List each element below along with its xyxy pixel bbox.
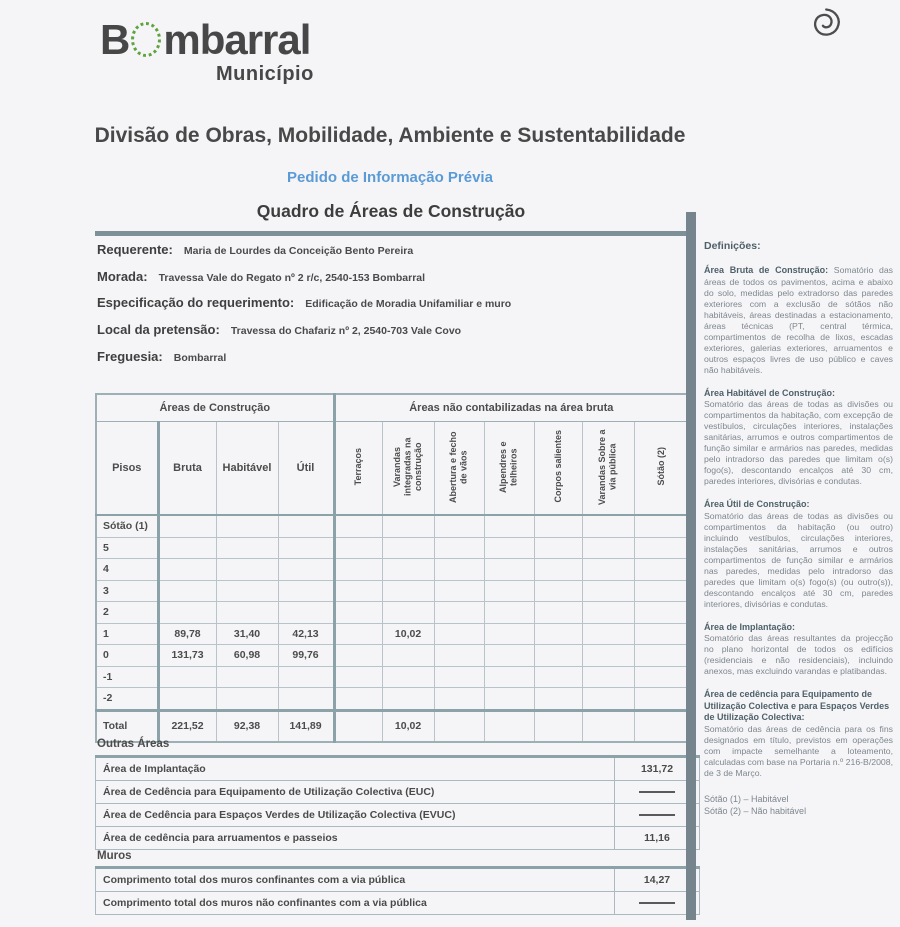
area-value-cell xyxy=(158,688,216,711)
column-header-útil: Útil xyxy=(278,422,334,516)
logo-leaf-o-icon xyxy=(131,22,161,57)
definition-note: Sótão (1) – Habitável xyxy=(704,793,789,804)
area-value-cell xyxy=(334,537,382,559)
area-value-cell xyxy=(484,645,534,667)
form-field-label: Local da pretensão: xyxy=(97,322,220,337)
area-value-cell xyxy=(434,515,484,537)
definition-term: Área Útil de Construção: xyxy=(704,499,810,509)
vertical-column-label: Corpos salientes xyxy=(552,430,563,503)
definition-block xyxy=(704,265,893,376)
outras-areas-label: Área de Cedência para Equipamento de Utilização Colectiva (EUC) xyxy=(96,781,615,804)
outras-areas-table-body xyxy=(96,757,700,850)
area-value-cell xyxy=(278,559,334,581)
areas-table-row xyxy=(96,666,688,688)
outras-areas-label: Área de cedência para arruamentos e passeios xyxy=(96,827,615,850)
section-title: Quadro de Áreas de Construção xyxy=(256,201,526,221)
area-value-cell xyxy=(434,666,484,688)
areas-table-body xyxy=(96,394,688,742)
form-field-value: Edificação de Moradia Unifamiliar e muro xyxy=(305,298,512,310)
area-value-cell: 60,98 xyxy=(216,645,278,667)
area-value-cell xyxy=(334,559,382,581)
area-value-cell xyxy=(278,580,334,602)
piso-label: Total xyxy=(96,710,158,742)
area-value-cell xyxy=(334,666,382,688)
outras-areas-table xyxy=(95,755,700,850)
piso-label: 4 xyxy=(96,559,158,581)
form-field-row xyxy=(97,242,689,269)
definition-term: Área de cedência para Equipamento de Utilização Colectiva e para Espaços Verdes de Utilização Colectiva: xyxy=(704,689,890,722)
definition-text: Somatório das áreas resultantes da projecção no plano horizontal de todos os edifícios (residenciais e não residenciais), incluindo anexos, mas excluindo varandas e platibandas. xyxy=(704,633,893,676)
definition-block xyxy=(704,622,893,678)
empty-value-dash xyxy=(639,814,675,816)
area-value-cell xyxy=(534,645,582,667)
area-value-cell xyxy=(582,666,634,688)
handwritten-spiral-mark-icon xyxy=(802,4,846,48)
area-value-cell xyxy=(216,580,278,602)
area-value-cell xyxy=(582,688,634,711)
area-value-cell xyxy=(278,602,334,624)
area-value-cell xyxy=(634,710,688,742)
area-value-cell xyxy=(634,515,688,537)
area-value-cell: 31,40 xyxy=(216,623,278,645)
piso-label: 3 xyxy=(96,580,158,602)
definition-note: Sótão (2) – Não habitável xyxy=(704,805,807,816)
area-value-cell xyxy=(382,666,434,688)
areas-table-row xyxy=(96,515,688,537)
definition-term: Área Habitável de Construção: xyxy=(704,387,836,398)
areas-table-total-row xyxy=(96,710,688,742)
area-value-cell xyxy=(216,688,278,711)
logo-text-suffix: mbarral xyxy=(163,16,311,63)
piso-label: -2 xyxy=(96,688,158,711)
area-value-cell xyxy=(334,645,382,667)
logo-subtitle: Município xyxy=(216,63,314,85)
area-value-cell xyxy=(484,580,534,602)
area-value-cell xyxy=(484,623,534,645)
form-field-row xyxy=(97,269,689,296)
muros-title: Muros xyxy=(97,850,132,862)
form-field-value: Travessa Vale do Regato nº 2 r/c, 2540-153 Bombarral xyxy=(158,271,426,284)
area-value-cell xyxy=(534,559,582,581)
area-value-cell: 221,52 xyxy=(158,710,216,742)
empty-value-dash xyxy=(639,902,675,904)
definitions-title: Definições: xyxy=(704,240,761,252)
column-header-habitável: Habitável xyxy=(216,422,278,516)
area-value-cell: 10,02 xyxy=(382,623,434,645)
area-value-cell xyxy=(634,559,688,581)
area-value-cell xyxy=(534,623,582,645)
area-value-cell xyxy=(382,515,434,537)
area-value-cell xyxy=(216,537,278,559)
form-fields xyxy=(97,242,689,375)
area-value-cell xyxy=(278,537,334,559)
form-field-value: Bombarral xyxy=(173,351,227,364)
muros-row xyxy=(96,868,700,892)
area-value-cell xyxy=(484,688,534,711)
area-value-cell xyxy=(434,537,484,559)
form-field-value: Maria de Lourdes da Conceição Bento Pereira xyxy=(183,245,414,257)
area-value-cell: 131,73 xyxy=(158,645,216,667)
area-value-cell xyxy=(582,515,634,537)
definition-text: Somatório das áreas de todas as divisões ou compartimentos da habitação, com excepção de vestíbulos, circulações interiores, instalações sanitárias, arrumos e outros compartimentos de função similar e armários nas paredes, medidas pelo intradorso das paredes que limitam o(s) fogo(s), descontando encalços até 30 cm, paredes interiores, divisórias e condutas. xyxy=(704,399,893,486)
area-value-cell xyxy=(534,688,582,711)
form-field-row xyxy=(97,295,689,322)
vertical-column-header xyxy=(582,422,634,516)
area-value-cell xyxy=(382,537,434,559)
area-value-cell xyxy=(484,666,534,688)
piso-label: 2 xyxy=(96,602,158,624)
area-value-cell xyxy=(382,602,434,624)
group-header-nao-contabilizadas: Áreas não contabilizadas na área bruta xyxy=(334,394,688,422)
area-value-cell xyxy=(582,559,634,581)
area-value-cell xyxy=(534,580,582,602)
area-value-cell xyxy=(534,537,582,559)
areas-table xyxy=(95,393,689,743)
area-value-cell xyxy=(534,515,582,537)
muros-table-body xyxy=(96,868,700,915)
definition-term: Área Bruta de Construção: xyxy=(704,265,834,275)
form-field-label: Morada: xyxy=(97,268,148,284)
area-value-cell xyxy=(484,559,534,581)
form-field-label: Requerente: xyxy=(97,242,173,257)
area-value-cell xyxy=(634,602,688,624)
area-value-cell xyxy=(382,559,434,581)
area-value-cell xyxy=(334,688,382,711)
vertical-column-label: Varandas integradas na construção xyxy=(392,437,424,496)
definition-block xyxy=(704,388,893,488)
vertical-column-header xyxy=(484,422,534,516)
empty-value-dash xyxy=(639,791,675,793)
form-field-row xyxy=(97,322,689,349)
area-value-cell xyxy=(278,688,334,711)
area-value-cell xyxy=(582,623,634,645)
area-value-cell xyxy=(158,537,216,559)
area-value-cell xyxy=(158,602,216,624)
muros-wrap xyxy=(95,866,700,915)
area-value-cell xyxy=(434,645,484,667)
area-value-cell xyxy=(582,645,634,667)
area-value-cell xyxy=(634,645,688,667)
vertical-column-header xyxy=(434,422,484,516)
piso-label: Sótão (1) xyxy=(96,515,158,537)
areas-table-row xyxy=(96,537,688,559)
vertical-column-header xyxy=(634,422,688,516)
area-value-cell xyxy=(534,602,582,624)
definition-block xyxy=(704,499,893,610)
definition-text: Área Bruta de Construção: Somatório das áreas de todos os pavimentos, acima e abaixo do solo, medidas pelo extradorso das paredes exteriores com a exclusão de sótãos não habitáveis, áreas destinadas a estacionamento, áreas técnicas (PT, central térmica, compartimentos de recolha de lixos, escadas exteriores, galerias exteriores, arruamentos e outros espaços livres de uso público e caves não habitáveis. xyxy=(704,265,894,375)
piso-label: 1 xyxy=(96,623,158,645)
division-title: Divisão de Obras, Mobilidade, Ambiente e Sustentabilidade xyxy=(94,124,686,147)
muros-row xyxy=(96,892,700,915)
area-value-cell xyxy=(334,515,382,537)
areas-column-header-row xyxy=(96,422,688,516)
outras-areas-value: 131,72 xyxy=(615,757,700,781)
definition-term: Área de Implantação: xyxy=(704,621,796,632)
area-value-cell xyxy=(582,602,634,624)
areas-group-header-row xyxy=(96,394,688,422)
area-value-cell xyxy=(382,688,434,711)
piso-label: 0 xyxy=(96,645,158,667)
area-value-cell xyxy=(278,666,334,688)
area-value-cell xyxy=(484,710,534,742)
muros-table xyxy=(95,866,700,915)
outras-areas-row xyxy=(96,757,700,781)
outras-areas-row xyxy=(96,781,700,804)
areas-table-row xyxy=(96,580,688,602)
vertical-column-label: Terraços xyxy=(353,447,364,486)
definitions-sidebar xyxy=(704,240,893,817)
area-value-cell xyxy=(158,559,216,581)
vertical-column-header xyxy=(334,422,382,516)
areas-table-row xyxy=(96,688,688,711)
vertical-column-label: Abertura e fecho de vãos xyxy=(448,430,470,503)
outras-areas-title: Outras Áreas xyxy=(97,738,170,750)
area-value-cell xyxy=(382,645,434,667)
form-field-row xyxy=(97,349,689,376)
area-value-cell xyxy=(434,580,484,602)
outras-areas-wrap xyxy=(95,755,700,850)
area-value-cell xyxy=(158,515,216,537)
area-value-cell xyxy=(278,515,334,537)
areas-table-row xyxy=(96,559,688,581)
logo-text-prefix: B xyxy=(100,16,130,63)
definition-text: Somatório das áreas de todas as divisões ou compartimentos da habitação (ou outro) incluindo vestíbulos, circulações interiores, instalações sanitárias, arrumos e outros compartimentos de função similar e armários nas paredes, medidas pelo intradorso das paredes que limitam o(s) fogo(s) (ou outro(s)), descontando encalços até 30 cm, paredes interiores, divisórias e condutas. xyxy=(704,510,893,609)
area-value-cell xyxy=(334,602,382,624)
area-value-cell xyxy=(382,580,434,602)
area-value-cell xyxy=(484,537,534,559)
area-value-cell xyxy=(484,602,534,624)
vertical-column-label: Sótão (2) xyxy=(655,447,666,486)
muros-value: 14,27 xyxy=(615,868,700,892)
areas-table-wrap xyxy=(95,393,689,743)
vertical-column-header xyxy=(382,422,434,516)
form-field-label: Especificação do requerimento: xyxy=(97,295,295,310)
definitions-notes xyxy=(704,793,893,817)
area-value-cell xyxy=(634,623,688,645)
area-value-cell: 10,02 xyxy=(382,710,434,742)
areas-table-row xyxy=(96,623,688,645)
area-value-cell xyxy=(434,688,484,711)
area-value-cell xyxy=(216,666,278,688)
vertical-column-header xyxy=(534,422,582,516)
area-value-cell xyxy=(334,623,382,645)
area-value-cell xyxy=(216,602,278,624)
outras-areas-label: Área de Cedência para Espaços Verdes de Utilização Colectiva (EVUC) xyxy=(96,804,615,827)
section-title-rule xyxy=(95,231,687,236)
column-header-bruta: Bruta xyxy=(158,422,216,516)
areas-table-row xyxy=(96,645,688,667)
form-field-value: Travessa do Chafariz nº 2, 2540-703 Vale Covo xyxy=(230,325,462,337)
area-value-cell xyxy=(634,666,688,688)
request-type-title: Pedido de Informação Prévia xyxy=(287,169,493,186)
area-value-cell: 42,13 xyxy=(278,623,334,645)
area-value-cell xyxy=(434,623,484,645)
area-value-cell xyxy=(634,537,688,559)
area-value-cell: 141,89 xyxy=(278,710,334,742)
area-value-cell xyxy=(434,559,484,581)
outras-areas-value: 11,16 xyxy=(615,827,700,850)
area-value-cell xyxy=(216,515,278,537)
column-header-pisos: Pisos xyxy=(96,422,158,516)
municipality-logo xyxy=(100,16,310,64)
vertical-column-label: Alpendres e telheiros xyxy=(498,440,520,493)
group-header-areas-construcao: Áreas de Construção xyxy=(96,394,334,422)
area-value-cell xyxy=(534,710,582,742)
piso-label: -1 xyxy=(96,666,158,688)
area-value-cell xyxy=(534,666,582,688)
area-value-cell xyxy=(582,710,634,742)
area-value-cell xyxy=(484,515,534,537)
area-value-cell: 99,76 xyxy=(278,645,334,667)
piso-label: 5 xyxy=(96,537,158,559)
muros-label: Comprimento total dos muros não confinantes com a via pública xyxy=(96,892,615,915)
sidebar-divider-bar xyxy=(686,212,696,920)
area-value-cell: 89,78 xyxy=(158,623,216,645)
muros-label: Comprimento total dos muros confinantes com a via pública xyxy=(96,868,615,892)
outras-areas-label: Área de Implantação xyxy=(96,757,615,781)
area-value-cell xyxy=(434,710,484,742)
form-field-label: Freguesia: xyxy=(97,348,163,364)
definitions-list xyxy=(704,265,893,779)
area-value-cell xyxy=(216,559,278,581)
area-value-cell xyxy=(634,580,688,602)
definition-block xyxy=(704,689,893,779)
area-value-cell xyxy=(434,602,484,624)
definition-text: Somatório das áreas de cedência para os fins designados em título, previstos em operações com impacte semelhante a loteamento, calculadas com base na Portaria n.º 216-B/2008, de 3 de Março. xyxy=(704,723,893,778)
area-value-cell xyxy=(582,580,634,602)
areas-table-row xyxy=(96,602,688,624)
area-value-cell xyxy=(158,580,216,602)
area-value-cell: 92,38 xyxy=(216,710,278,742)
vertical-column-label: Varandas Sobre a via pública xyxy=(597,428,619,505)
area-value-cell xyxy=(158,666,216,688)
area-value-cell xyxy=(334,580,382,602)
area-value-cell xyxy=(634,688,688,711)
outras-areas-row xyxy=(96,804,700,827)
area-value-cell xyxy=(334,710,382,742)
outras-areas-row xyxy=(96,827,700,850)
area-value-cell xyxy=(582,537,634,559)
